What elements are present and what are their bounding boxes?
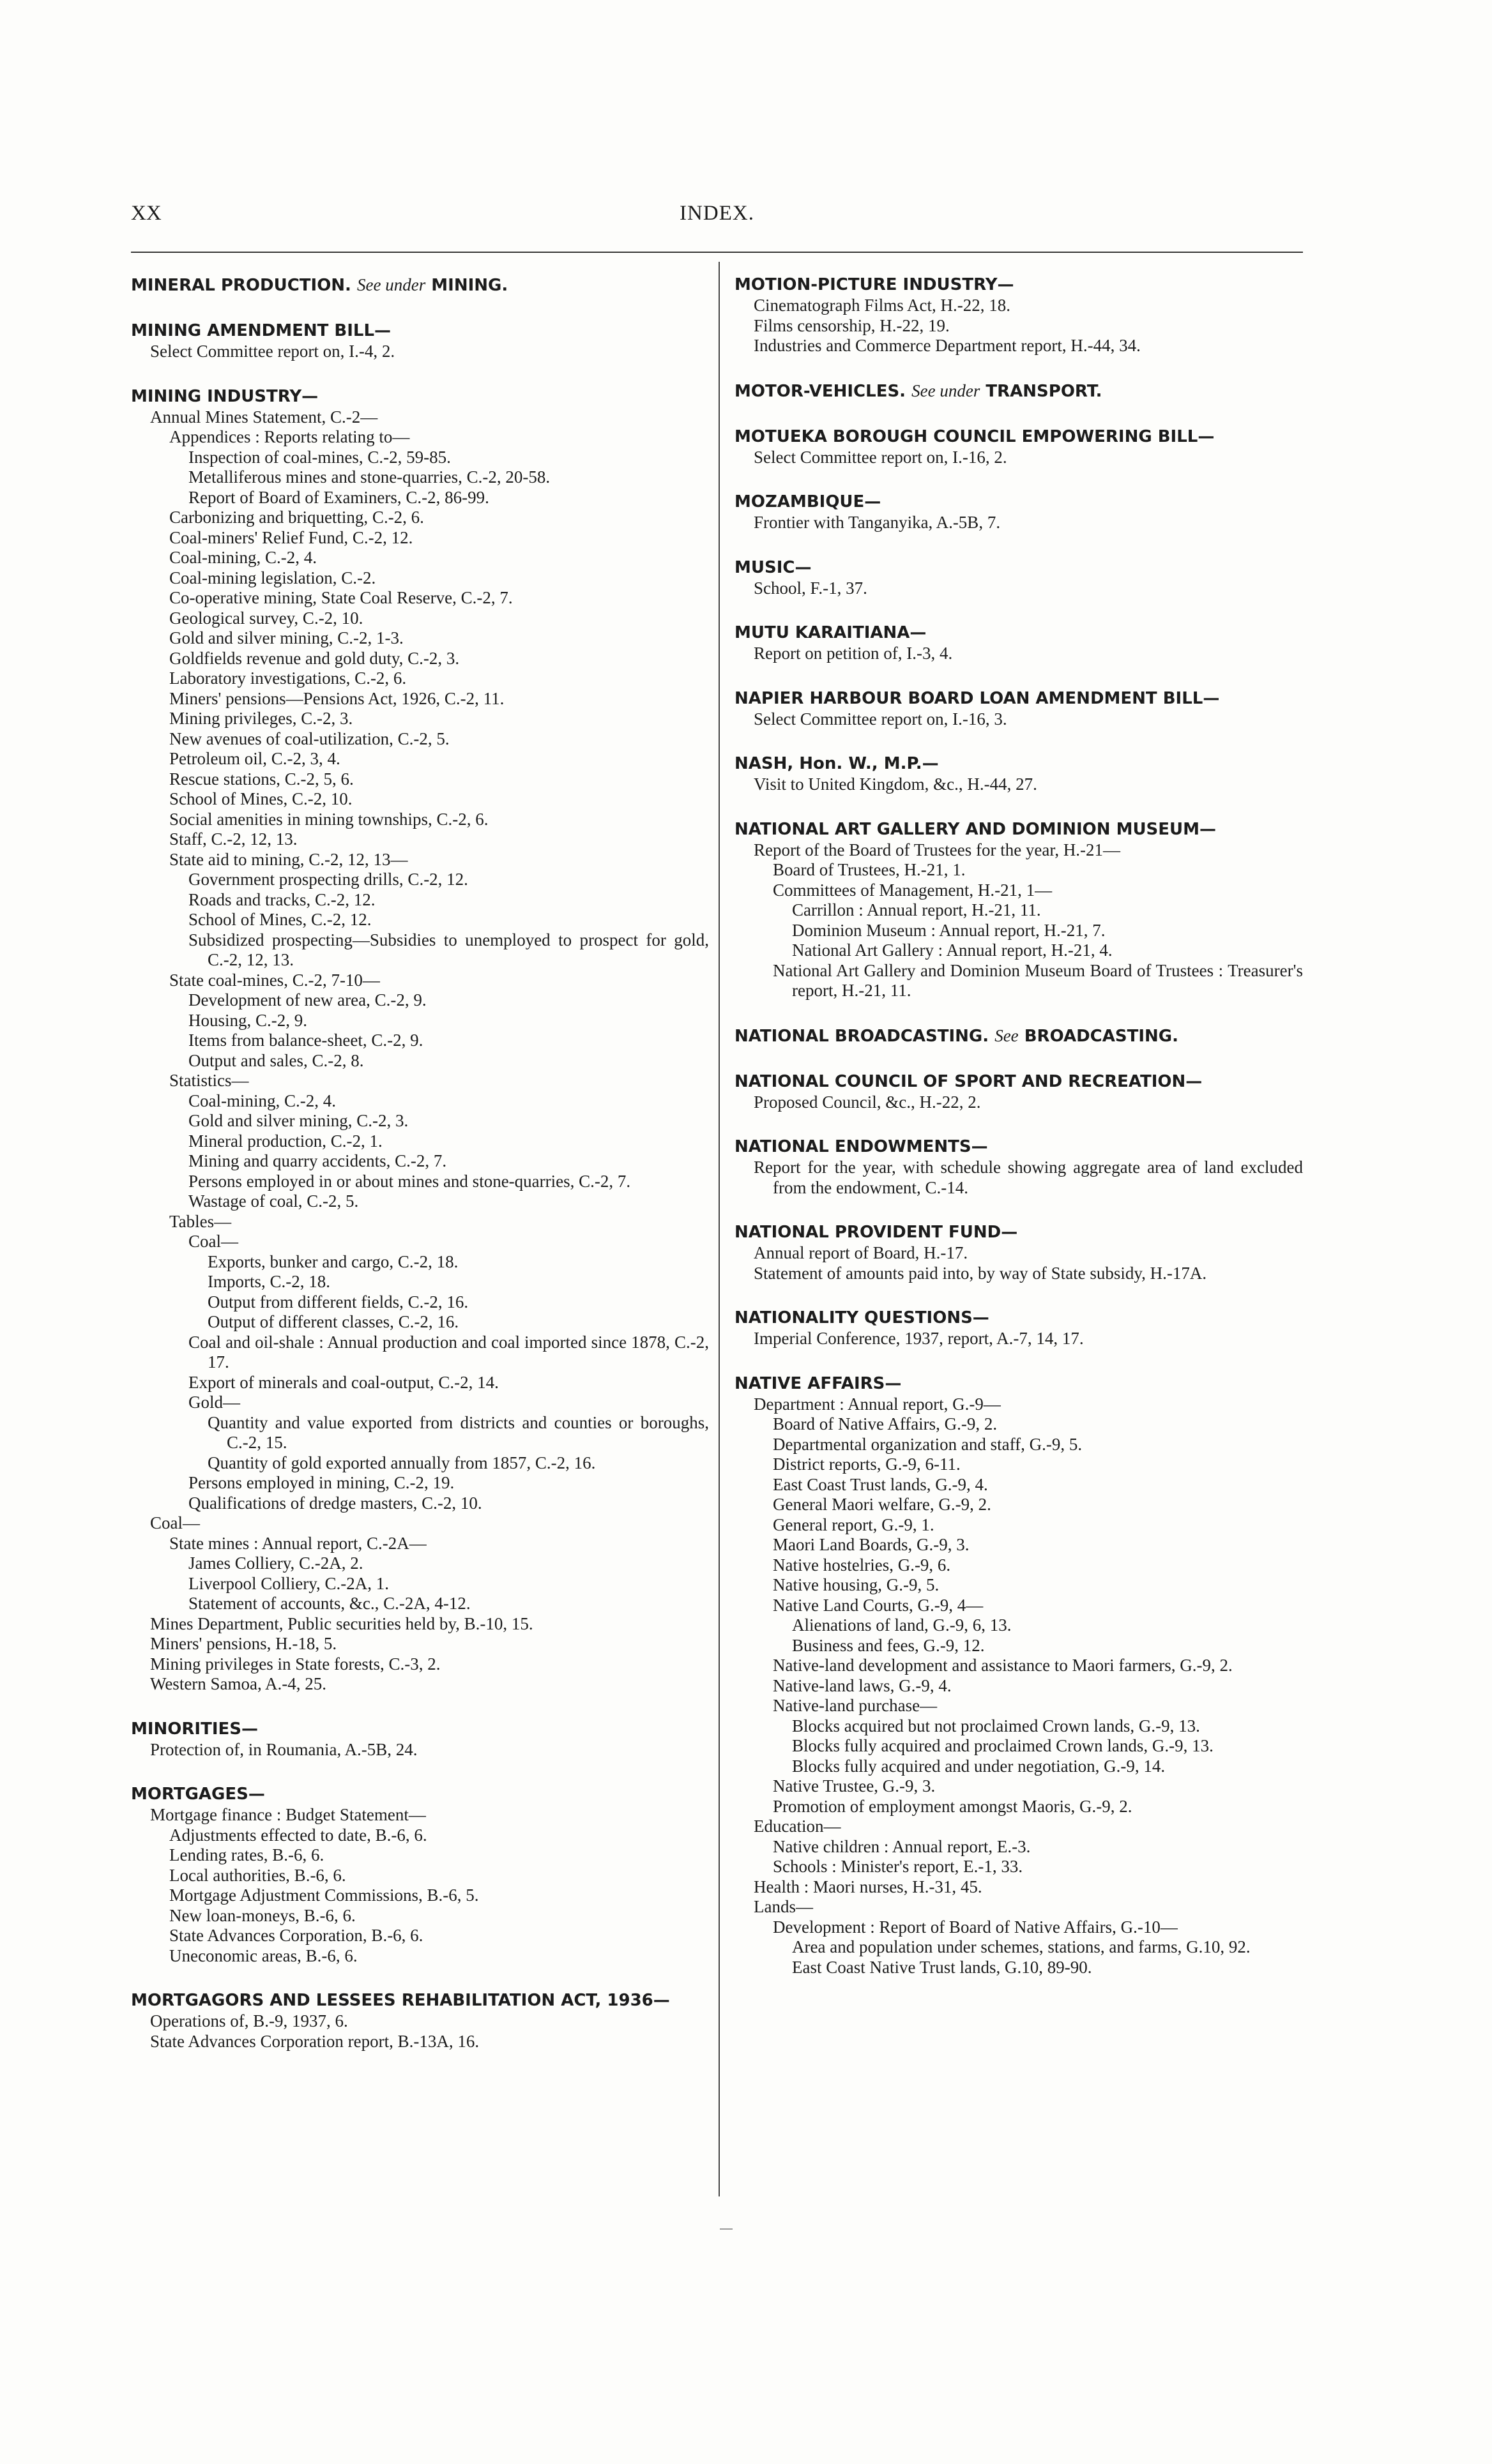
see-reference-target: TRANSPORT. xyxy=(986,381,1102,401)
index-line: Metalliferous mines and stone-quarries, C.-2, 20-58. xyxy=(188,467,551,487)
index-line: Persons employed in mining, C.-2, 19. xyxy=(188,1473,455,1492)
index-entry xyxy=(735,1137,1303,1198)
index-line: Rescue stations, C.-2, 5, 6. xyxy=(169,769,354,789)
index-entry xyxy=(735,688,1303,730)
index-entry xyxy=(735,1071,1303,1113)
entry-heading xyxy=(735,1222,1303,1243)
index-line: Statement of amounts paid into, by way of State subsidy, H.-17A. xyxy=(754,1263,1207,1283)
index-line: Lands— xyxy=(754,1897,813,1916)
index-line: Mortgage finance : Budget Statement— xyxy=(150,1805,426,1824)
index-entry xyxy=(735,1373,1303,1978)
index-line: Statistics— xyxy=(169,1071,249,1090)
entry-heading xyxy=(735,427,1303,448)
index-line: State Advances Corporation, B.-6, 6. xyxy=(169,1926,423,1945)
page-header xyxy=(131,202,1303,240)
entry-heading-text: MORTGAGORS AND LESSEES REHABILITATION ACT, 1936— xyxy=(131,1991,670,2010)
index-line: General report, G.-9, 1. xyxy=(773,1515,934,1534)
index-line: Schools : Minister's report, E.-1, 33. xyxy=(773,1857,1023,1876)
index-line: Development : Report of Board of Native Affairs, G.-10— xyxy=(773,1917,1178,1937)
entry-heading-text: NATIONAL PROVIDENT FUND— xyxy=(735,1223,1018,1242)
index-line: Select Committee report on, I.-4, 2. xyxy=(150,342,395,361)
index-line: Staff, C.-2, 12, 13. xyxy=(169,829,298,849)
index-line: James Colliery, C.-2A, 2. xyxy=(188,1553,363,1573)
index-entry xyxy=(131,321,709,362)
index-line: Carrillon : Annual report, H.-21, 11. xyxy=(792,900,1041,919)
index-line: State Advances Corporation report, B.-13A, 16. xyxy=(150,2031,480,2051)
entry-heading-text: NASH, Hon. W., M.P.— xyxy=(735,754,939,773)
see-reference-word: See under xyxy=(357,275,426,294)
index-line: Business and fees, G.-9, 12. xyxy=(792,1635,985,1655)
entry-heading-text: MINING AMENDMENT BILL— xyxy=(131,321,392,340)
entry-heading-text: NATIVE AFFAIRS— xyxy=(735,1373,902,1393)
entry-heading xyxy=(735,275,1303,296)
index-line: Committees of Management, H.-21, 1— xyxy=(773,880,1053,900)
entry-heading-text: NATIONAL COUNCIL OF SPORT AND RECREATION— xyxy=(735,1071,1203,1091)
index-line: Petroleum oil, C.-2, 3, 4. xyxy=(169,749,340,768)
index-entry xyxy=(735,753,1303,795)
index-line: Mining privileges, C.-2, 3. xyxy=(169,709,353,728)
index-line: Mines Department, Public securities held by, B.-10, 15. xyxy=(150,1614,533,1633)
index-line: Department : Annual report, G.-9— xyxy=(754,1394,1001,1414)
index-line: Mineral production, C.-2, 1. xyxy=(188,1131,383,1151)
index-line: Select Committee report on, I.-16, 2. xyxy=(754,447,1007,467)
index-entry xyxy=(735,427,1303,468)
see-reference-word: See xyxy=(994,1025,1019,1045)
entry-heading xyxy=(735,557,1303,578)
entry-heading xyxy=(735,623,1303,644)
index-line: Western Samoa, A.-4, 25. xyxy=(150,1674,327,1693)
index-line: Native Land Courts, G.-9, 4— xyxy=(773,1595,984,1615)
index-line: Coal-mining, C.-2, 4. xyxy=(169,548,317,567)
index-entry xyxy=(735,492,1303,533)
index-line: Imperial Conference, 1937, report, A.-7, 14, 17. xyxy=(754,1329,1084,1348)
index-line: Miners' pensions—Pensions Act, 1926, C.-2, 11. xyxy=(169,688,505,708)
index-line: Promotion of employment amongst Maoris, G.-9, 2. xyxy=(773,1796,1132,1816)
entry-heading-text: MINERAL PRODUCTION. xyxy=(131,276,351,295)
index-line: Protection of, in Roumania, A.-5B, 24. xyxy=(150,1739,418,1759)
entry-heading xyxy=(735,1373,1303,1395)
entry-heading xyxy=(735,1071,1303,1092)
index-line: Departmental organization and staff, G.-9, 5. xyxy=(773,1434,1083,1454)
index-entry xyxy=(735,381,1303,402)
index-line: Native-land development and assistance to Maori farmers, G.-9, 2. xyxy=(773,1656,1233,1675)
index-line: Liverpool Colliery, C.-2A, 1. xyxy=(188,1573,389,1593)
index-entry xyxy=(735,1025,1303,1047)
index-line: State aid to mining, C.-2, 12, 13— xyxy=(169,849,408,869)
index-line: Qualifications of dredge masters, C.-2, 10. xyxy=(188,1493,482,1513)
index-line: Native Trustee, G.-9, 3. xyxy=(773,1776,936,1795)
index-line: New loan-moneys, B.-6, 6. xyxy=(169,1905,356,1925)
entry-heading xyxy=(131,275,709,296)
index-entry xyxy=(131,1990,709,2052)
index-line: Carbonizing and briquetting, C.-2, 6. xyxy=(169,508,424,527)
index-entry xyxy=(735,1222,1303,1283)
entry-heading xyxy=(131,1990,709,2011)
index-line: Uneconomic areas, B.-6, 6. xyxy=(169,1946,358,1965)
index-line: Native-land laws, G.-9, 4. xyxy=(773,1675,952,1695)
entry-heading-text: NAPIER HARBOUR BOARD LOAN AMENDMENT BILL— xyxy=(735,688,1220,708)
index-line: School of Mines, C.-2, 12. xyxy=(188,910,372,929)
index-line: East Coast Trust lands, G.-9, 4. xyxy=(773,1474,988,1494)
index-line: Export of minerals and coal-output, C.-2, 14. xyxy=(188,1372,499,1392)
entry-heading xyxy=(735,819,1303,840)
entry-heading xyxy=(735,492,1303,513)
index-line: General Maori welfare, G.-9, 2. xyxy=(773,1495,991,1514)
index-line: Report on petition of, I.-3, 4. xyxy=(754,644,953,663)
index-line: National Art Gallery and Dominion Museum Board of Trustees : Treasurer's report, H.-21, 11. xyxy=(773,960,1303,1000)
index-line: Social amenities in mining townships, C.-2, 6. xyxy=(169,809,489,829)
index-line: National Art Gallery : Annual report, H.-21, 4. xyxy=(792,941,1113,960)
index-line: Roads and tracks, C.-2, 12. xyxy=(188,889,376,909)
index-line: Adjustments effected to date, B.-6, 6. xyxy=(169,1825,427,1845)
entry-heading xyxy=(735,1137,1303,1158)
index-entry xyxy=(735,1308,1303,1349)
index-line: Board of Trustees, H.-21, 1. xyxy=(773,860,966,879)
index-line: Coal— xyxy=(188,1232,238,1251)
index-line: Annual Mines Statement, C.-2— xyxy=(150,407,378,427)
index-line: Native hostelries, G.-9, 6. xyxy=(773,1555,951,1575)
entry-heading xyxy=(131,386,709,407)
index-line: Proposed Council, &c., H.-22, 2. xyxy=(754,1092,981,1112)
index-line: Coal-mining, C.-2, 4. xyxy=(188,1091,336,1110)
index-line: Mortgage Adjustment Commissions, B.-6, 5. xyxy=(169,1886,479,1905)
index-line: Health : Maori nurses, H.-31, 45. xyxy=(754,1877,982,1896)
index-line: Report of Board of Examiners, C.-2, 86-99. xyxy=(188,487,489,507)
index-line: Miners' pensions, H.-18, 5. xyxy=(150,1634,337,1653)
index-line: District reports, G.-9, 6-11. xyxy=(773,1455,961,1474)
index-line: Wastage of coal, C.-2, 5. xyxy=(188,1191,359,1211)
index-entry xyxy=(131,275,709,296)
entry-heading xyxy=(735,1025,1303,1047)
index-line: Laboratory investigations, C.-2, 6. xyxy=(169,669,407,688)
index-line: Imports, C.-2, 18. xyxy=(208,1272,330,1291)
index-line: Education— xyxy=(754,1817,841,1836)
header-rule xyxy=(131,252,1303,253)
entry-heading-text: MORTGAGES— xyxy=(131,1785,265,1804)
index-line: Coal-mining legislation, C.-2. xyxy=(169,568,376,587)
entry-heading-text: MOTUEKA BOROUGH COUNCIL EMPOWERING BILL— xyxy=(735,427,1215,446)
entry-heading-text: NATIONAL BROADCASTING. xyxy=(735,1026,989,1046)
index-line: Appendices : Reports relating to— xyxy=(169,427,410,446)
index-line: Persons employed in or about mines and stone-quarries, C.-2, 7. xyxy=(188,1171,631,1191)
index-entry xyxy=(735,275,1303,356)
index-line: Mining and quarry accidents, C.-2, 7. xyxy=(188,1151,447,1170)
index-entry xyxy=(735,557,1303,599)
page-title: INDEX. xyxy=(680,202,754,225)
entry-heading-text: MUSIC— xyxy=(735,557,812,577)
index-line: State mines : Annual report, C.-2A— xyxy=(169,1533,427,1553)
index-line: Tables— xyxy=(169,1211,232,1231)
index-line: Operations of, B.-9, 1937, 6. xyxy=(150,2011,348,2030)
entry-heading xyxy=(735,753,1303,775)
index-line: Maori Land Boards, G.-9, 3. xyxy=(773,1535,970,1554)
index-line: Housing, C.-2, 9. xyxy=(188,1010,308,1030)
index-entry xyxy=(735,819,1303,1001)
index-line: School, F.-1, 37. xyxy=(754,578,867,598)
index-entry xyxy=(735,623,1303,664)
index-line: Output and sales, C.-2, 8. xyxy=(188,1050,364,1070)
entry-heading-text: MOTOR-VEHICLES. xyxy=(735,381,906,401)
index-line: Gold and silver mining, C.-2, 1-3. xyxy=(169,628,404,647)
index-line: Statement of accounts, &c., C.-2A, 4-12. xyxy=(188,1594,471,1613)
index-line: Board of Native Affairs, G.-9, 2. xyxy=(773,1414,998,1433)
entry-heading xyxy=(131,321,709,342)
index-line: Blocks acquired but not proclaimed Crown lands, G.-9, 13. xyxy=(792,1716,1200,1735)
index-line: Industries and Commerce Department report, H.-44, 34. xyxy=(754,336,1141,355)
index-line: Subsidized prospecting—Subsidies to unemployed to prospect for gold, C.-2, 12, 13. xyxy=(188,930,709,969)
index-line: State coal-mines, C.-2, 7-10— xyxy=(169,970,380,990)
entry-heading-text: NATIONALITY QUESTIONS— xyxy=(735,1308,989,1327)
index-line: Area and population under schemes, stations, and farms, G.10, 92. xyxy=(792,1937,1251,1956)
index-line: Lending rates, B.-6, 6. xyxy=(169,1845,324,1864)
see-reference-word: See under xyxy=(911,381,980,400)
see-reference-target: MINING. xyxy=(431,276,508,295)
index-line: Coal and oil-shale : Annual production and coal imported since 1878, C.-2, 17. xyxy=(188,1332,709,1372)
entry-heading-text: MOZAMBIQUE— xyxy=(735,492,881,511)
index-line: School of Mines, C.-2, 10. xyxy=(169,789,353,808)
left-column xyxy=(131,275,709,2076)
entry-heading-text: MUTU KARAITIANA— xyxy=(735,623,927,642)
index-entry xyxy=(131,386,709,1695)
index-line: Visit to United Kingdom, &c., H.-44, 27. xyxy=(754,775,1037,794)
index-line: Report for the year, with schedule showing aggregate area of land excluded from the endowment, C.-14. xyxy=(754,1158,1303,1197)
entry-heading xyxy=(735,1308,1303,1329)
entry-heading xyxy=(735,381,1303,402)
entry-heading-text: NATIONAL ENDOWMENTS— xyxy=(735,1137,988,1156)
right-column xyxy=(735,275,1303,2002)
index-line: Frontier with Tanganyika, A.-5B, 7. xyxy=(754,513,1001,532)
index-line: Native housing, G.-9, 5. xyxy=(773,1575,940,1594)
column-divider xyxy=(719,262,720,2196)
page-number: XX xyxy=(131,202,162,225)
index-line: Report of the Board of Trustees for the year, H.-21— xyxy=(754,840,1121,859)
entry-heading xyxy=(131,1784,709,1805)
index-line: Native-land purchase— xyxy=(773,1696,938,1715)
index-line: Inspection of coal-mines, C.-2, 59-85. xyxy=(188,447,451,467)
index-line: Quantity and value exported from districts and counties or boroughs, C.-2, 15. xyxy=(208,1412,709,1452)
index-line: Dominion Museum : Annual report, H.-21, 7. xyxy=(792,920,1106,940)
index-line: Gold— xyxy=(188,1393,240,1412)
index-line: Coal— xyxy=(150,1513,200,1532)
index-line: Output from different fields, C.-2, 16. xyxy=(208,1292,469,1311)
index-line: Government prospecting drills, C.-2, 12. xyxy=(188,870,468,889)
index-line: Items from balance-sheet, C.-2, 9. xyxy=(188,1031,423,1050)
entry-heading-text: MINING INDUSTRY— xyxy=(131,386,319,406)
entry-heading-text: MOTION-PICTURE INDUSTRY— xyxy=(735,275,1014,294)
index-line: Development of new area, C.-2, 9. xyxy=(188,990,427,1009)
index-line: Films censorship, H.-22, 19. xyxy=(754,315,950,335)
index-line: East Coast Native Trust lands, G.10, 89-90. xyxy=(792,1957,1092,1977)
entry-heading xyxy=(131,1719,709,1740)
index-line: Select Committee report on, I.-16, 3. xyxy=(754,709,1007,729)
index-entry xyxy=(131,1784,709,1966)
bottom-mark xyxy=(720,2228,733,2230)
index-line: Exports, bunker and cargo, C.-2, 18. xyxy=(208,1251,459,1271)
index-line: Geological survey, C.-2, 10. xyxy=(169,608,363,628)
index-line: Blocks fully acquired and under negotiation, G.-9, 14. xyxy=(792,1756,1166,1776)
index-entry xyxy=(131,1719,709,1760)
index-line: Blocks fully acquired and proclaimed Crown lands, G.-9, 13. xyxy=(792,1736,1214,1755)
index-line: New avenues of coal-utilization, C.-2, 5. xyxy=(169,729,450,748)
index-line: Cinematograph Films Act, H.-22, 18. xyxy=(754,296,1010,315)
see-reference-target: BROADCASTING. xyxy=(1024,1026,1178,1046)
index-line: Alienations of land, G.-9, 6, 13. xyxy=(792,1615,1012,1635)
index-line: Coal-miners' Relief Fund, C.-2, 12. xyxy=(169,527,413,547)
index-line: Local authorities, B.-6, 6. xyxy=(169,1865,346,1885)
index-line: Co-operative mining, State Coal Reserve, C.-2, 7. xyxy=(169,588,513,607)
index-line: Output of different classes, C.-2, 16. xyxy=(208,1312,459,1331)
entry-heading xyxy=(735,688,1303,709)
index-line: Goldfields revenue and gold duty, C.-2, 3. xyxy=(169,648,460,668)
index-line: Gold and silver mining, C.-2, 3. xyxy=(188,1111,409,1130)
index-line: Native children : Annual report, E.-3. xyxy=(773,1836,1031,1856)
entry-heading-text: MINORITIES— xyxy=(131,1719,258,1739)
index-line: Mining privileges in State forests, C.-3, 2. xyxy=(150,1654,441,1674)
index-line: Quantity of gold exported annually from 1857, C.-2, 16. xyxy=(208,1453,596,1472)
index-line: Annual report of Board, H.-17. xyxy=(754,1243,968,1262)
entry-heading-text: NATIONAL ART GALLERY AND DOMINION MUSEUM— xyxy=(735,819,1217,839)
